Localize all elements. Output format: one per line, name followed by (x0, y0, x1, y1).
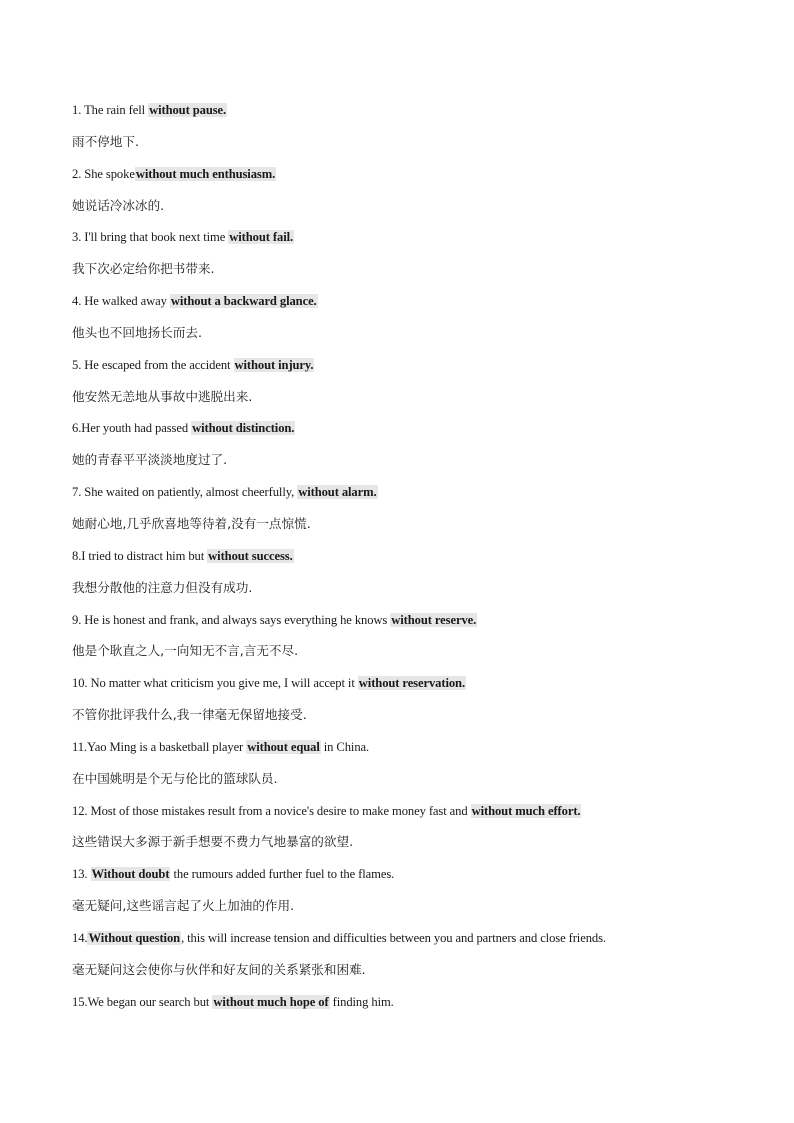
highlighted-phrase: without pause. (149, 103, 227, 117)
english-sentence (72, 673, 732, 705)
chinese-translation: 她的青春平平淡淡地度过了. (72, 452, 228, 468)
highlighted-phrase: without much effort. (471, 803, 581, 818)
sentence-number: 13. (72, 867, 91, 882)
sentence-text: The rain fell (84, 103, 149, 117)
sentence-text: , this will increase tension and difficulties between you and partners and close friends. (181, 930, 606, 945)
chinese-translation: 这些错误大多源于新手想要不费力气地暴富的欲望. (72, 834, 354, 850)
sentence-text: I'll bring that book next time (84, 230, 229, 245)
highlighted-phrase: Without question (88, 930, 181, 945)
chinese-translation: 雨不停地下. (72, 133, 139, 149)
sentence-text: I tried to distract him but (81, 548, 208, 563)
chinese-translation: 他安然无恙地从事故中逃脱出来. (72, 388, 253, 404)
english-sentence (72, 482, 732, 514)
sentence-text: We began our search but (87, 994, 213, 1009)
sentence-text: Most of those mistakes result from a novice's desire to make money fast and (90, 803, 471, 818)
highlighted-phrase: without reservation. (358, 676, 465, 691)
english-sentence (72, 737, 732, 769)
document-page (72, 100, 732, 1023)
chinese-translation: 我下次必定给你把书带来. (72, 261, 215, 277)
chinese-translation: 不管你批评我什么,我一律毫无保留地接受. (72, 707, 307, 723)
highlighted-phrase: without injury. (234, 357, 314, 372)
chinese-translation: 毫无疑问这会使你与伙伴和好友间的关系紧张和困难. (72, 961, 366, 977)
chinese-translation: 在中国姚明是个无与伦比的篮球队员. (72, 770, 278, 786)
sentence-text: in China. (320, 739, 370, 754)
sentence-number: 2. (72, 166, 85, 181)
chinese-translation: 她说话冷冰冰的. (72, 197, 165, 213)
sentence-number: 10. (72, 676, 91, 691)
chinese-translation: 我想分散他的注意力但没有成功. (72, 579, 253, 595)
chinese-translation: 他是个耿直之人,一向知无不言,言无不尽. (72, 643, 299, 659)
sentence-number: 9. (72, 612, 85, 627)
sentence-number: 5. (72, 357, 85, 372)
sentence-number: 6. (72, 421, 82, 436)
highlighted-phrase: without reserve. (391, 612, 477, 627)
highlighted-phrase: without alarm. (298, 485, 377, 500)
sentence-text: No matter what criticism you give me, I will accept it (90, 676, 358, 691)
sentence-list (72, 100, 732, 1023)
english-sentence (72, 227, 732, 259)
sentence-text: He walked away (84, 294, 170, 309)
sentence-text: Yao Ming is a basketball player (86, 739, 247, 754)
sentence-number: 8. (72, 548, 82, 563)
sentence-text: She spoke (84, 166, 135, 181)
english-sentence (72, 928, 732, 960)
english-sentence (72, 992, 732, 1024)
english-sentence (72, 355, 732, 387)
english-sentence (72, 418, 732, 450)
highlighted-phrase: without much hope of (213, 994, 329, 1009)
english-sentence (72, 546, 732, 578)
sentence-text: He escaped from the accident (84, 357, 234, 372)
sentence-number: 1. (72, 103, 85, 117)
sentence-text: Her youth had passed (81, 421, 192, 436)
sentence-text: He is honest and frank, and always says everything he knows (84, 612, 391, 627)
chinese-translation: 他头也不回地扬长而去. (72, 324, 202, 340)
english-sentence (72, 864, 732, 896)
english-sentence (72, 164, 732, 196)
sentence-text: She waited on patiently, almost cheerfully, (84, 485, 298, 500)
english-sentence (72, 610, 732, 642)
sentence-number: 4. (72, 294, 85, 309)
highlighted-phrase: Without doubt (91, 867, 170, 882)
highlighted-phrase: without a backward glance. (170, 294, 317, 309)
sentence-number: 7. (72, 485, 85, 500)
sentence-text: finding him. (329, 994, 394, 1009)
english-sentence (72, 100, 732, 132)
sentence-number: 14. (72, 930, 88, 945)
highlighted-phrase: without fail. (229, 230, 294, 245)
highlighted-phrase: without success. (208, 548, 293, 563)
highlighted-phrase: without equal (247, 739, 320, 754)
english-sentence (72, 801, 732, 833)
sentence-number: 11. (72, 739, 87, 754)
sentence-number: 12. (72, 803, 91, 818)
highlighted-phrase: without distinction. (192, 421, 295, 436)
highlighted-phrase: without much enthusiasm. (135, 166, 276, 181)
english-sentence (72, 291, 732, 323)
chinese-translation: 她耐心地,几乎欣喜地等待着,没有一点惊慌. (72, 515, 311, 531)
sentence-number: 3. (72, 230, 85, 245)
sentence-number: 15. (72, 994, 88, 1009)
sentence-text: the rumours added further fuel to the flames. (170, 867, 395, 882)
chinese-translation: 毫无疑问,这些谣言起了火上加油的作用. (72, 898, 295, 914)
